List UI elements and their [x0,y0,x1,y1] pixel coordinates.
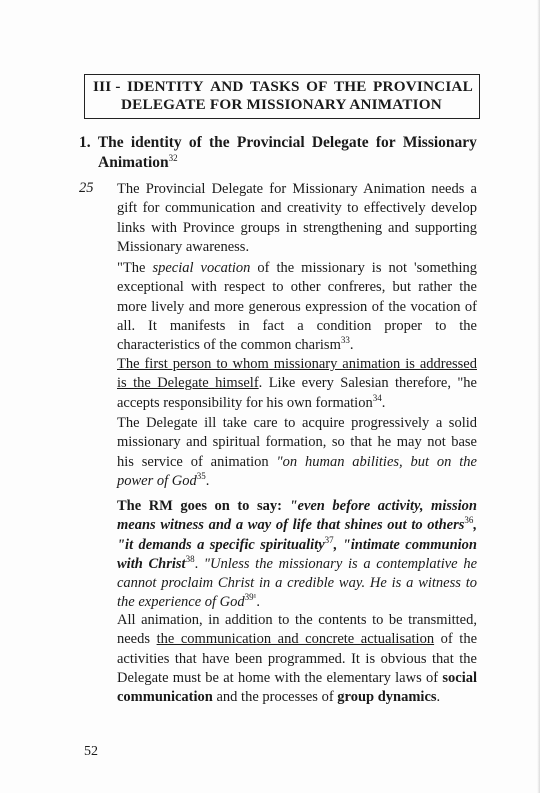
subsection-heading-line1 [79,133,477,153]
footnote-ref: 34 [372,392,382,403]
paragraph-2 [117,259,477,355]
section-title-line1 [93,78,473,96]
section-numeral: III - [93,78,121,95]
text-run: . [381,394,386,411]
heading-word: for [375,134,396,151]
underlined-run: The first person to whom missionary animation is addressed is the Delegate himself [117,356,477,392]
bold-run: group dynamics [337,689,437,706]
bold-run: The RM goes on to say: [117,498,290,514]
footnote-ref: 32 [168,153,178,163]
text-run: . Like every Salesian therefore, "he accepts responsibility for his own formation [117,375,477,411]
text-run: . [256,594,260,611]
footnote-ref: 37 [324,534,334,545]
heading-word: identity [130,134,182,151]
footnote-ref: 36 [464,515,474,526]
heading-word: The [97,134,124,151]
bold-italic-run: , "it demands a specific spirituality [117,517,477,553]
paragraph-6 [117,611,477,707]
text-run: The Delegate ill take care to acquire progressively a solid missionary and spiritual formation, so that he may not base his service of animation [117,415,477,470]
text-run: of the missionary is not 'something exceptional with respect to other confreres, but rather the more lively and more generous expression of the vocation of all. It manifests in fact a condition proper to the characteristics of the common charism [117,260,477,354]
bold-italic-run: "even before activity, mission means witness and a way of life that shines out to others [117,498,477,534]
heading-word: Missionary [402,134,477,151]
footnote-ref: 38 [185,553,195,564]
subsection-heading-line2 [79,153,477,173]
paragraph-3 [117,355,477,413]
heading-word: Provincial [236,134,305,151]
text-run: of the activities that have been programmed. It is obvious that the Delegate must be at home with the elementary laws of [117,631,478,686]
text-run: . [349,337,354,354]
heading-line2-text: Animation [98,154,169,171]
paragraph-1: The Provincial Delegate for Missionary Animation needs a gift for communication and creativity to effectively develop links with Province groups in strengthening and supporting Missionary awareness. [117,181,477,255]
paragraph-number: 25 [79,180,94,196]
footnote-ref: 33 [340,335,350,346]
section-title-word: AND [210,78,244,95]
footnote-ref: 35 [196,470,206,481]
bold-italic-run: , "intimate communion with Christ [117,536,477,572]
section-title-word: IDENTITY [126,78,204,95]
heading-word: Delegate [311,134,369,151]
heading-word: of [188,134,202,151]
underlined-run: the communication and concrete actualisation [156,631,435,648]
heading-number: 1. [79,134,91,151]
italic-run: "Unless the missionary is a contemplative he cannot proclaim Christ in a credible way. He is a witness to the experience of God [117,555,478,611]
section-title-line2: DELEGATE FOR MISSIONARY ANIMATION [121,96,442,113]
paragraph-4 [117,414,477,491]
italic-run: special vocation [152,260,251,276]
section-title-word: TASKS [250,78,300,95]
text-run: All animation, in addition to the contents to be transmitted, needs [117,612,477,648]
text-run: . [205,472,210,489]
section-title-word: PROVINCIAL [373,78,473,95]
section-title-box [84,74,480,119]
page-number: 52 [84,744,98,759]
section-title-word: OF [306,78,328,95]
heading-word: the [209,134,230,151]
bold-run: social communication [117,669,477,706]
subsection-heading [79,133,477,173]
text-run: "The [117,260,153,276]
text-run: . [194,555,204,572]
footnote-ref: 39¹ [244,592,257,603]
section-title-word: THE [333,78,367,95]
paragraph-5 [117,497,477,613]
text-run: and the processes of [212,689,338,706]
text-run: . [436,689,441,706]
italic-run: "on human abilities, but on the power of God [117,453,477,489]
